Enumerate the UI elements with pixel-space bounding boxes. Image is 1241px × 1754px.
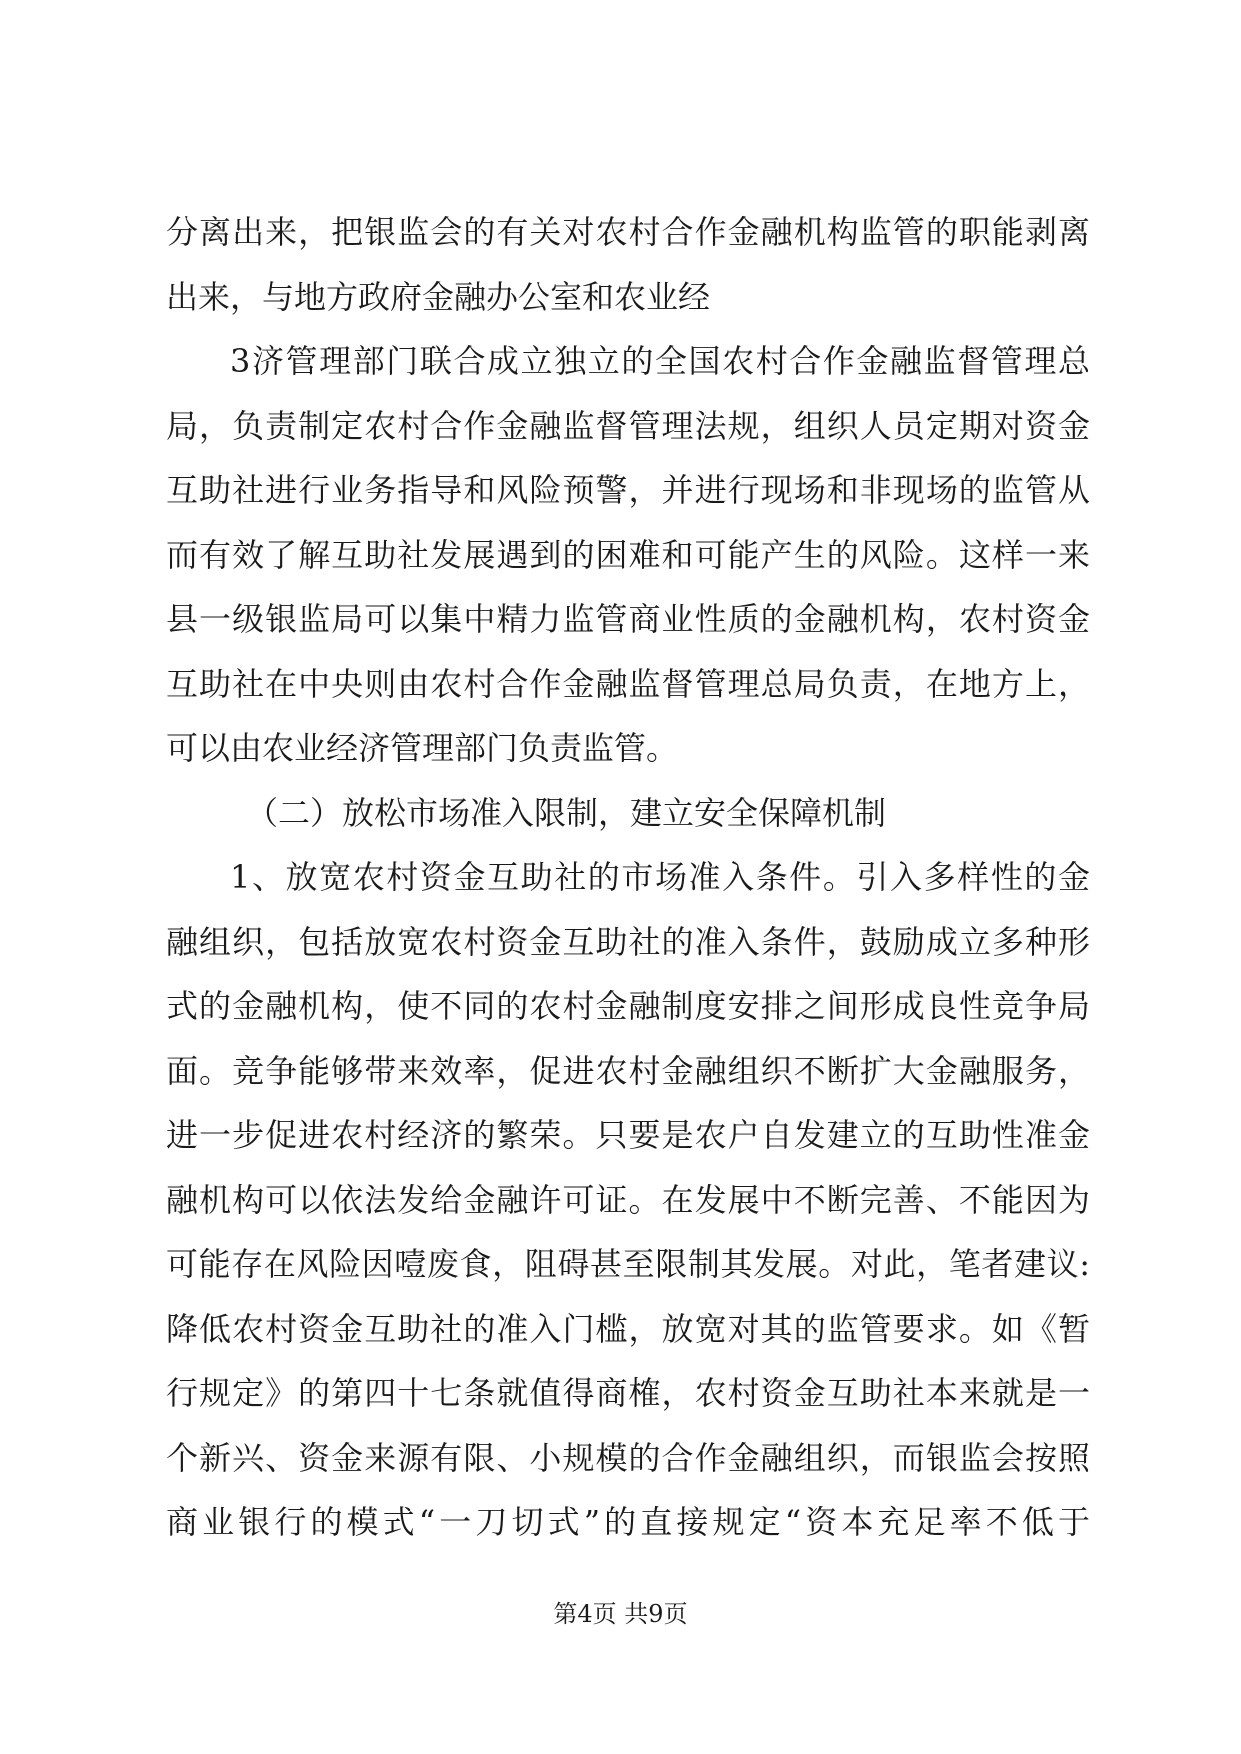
text-line: 互助社在中央则由农村合作金融监督管理总局负责，在地方上， [166, 664, 1090, 703]
text-line: 互助社进行业务指导和风险预警，并进行现场和非现场的监管从 [166, 471, 1090, 509]
text-line: 可以由农业经济管理部门负责监管。 [166, 729, 679, 767]
page-number-footer: 第4页 共9页 [553, 1600, 688, 1628]
text-line: 行规定》的第四十七条就值得商榷，农村资金互助社本来就是一 [166, 1374, 1090, 1412]
text-line: 融组织，包括放宽农村资金互助社的准入条件，鼓励成立多种形 [166, 922, 1090, 961]
text-line: 面。竞争能够带来效率，促进农村金融组织不断扩大金融服务， [166, 1051, 1090, 1090]
text-line: 进一步促进农村经济的繁荣。只要是农户自发建立的互助性准金 [166, 1116, 1090, 1154]
section-heading: （二）放松市场准入限制，建立安全保障机制 [246, 793, 887, 832]
text-line: 个新兴、资金来源有限、小规模的合作金融组织，而银监会按照 [166, 1438, 1090, 1477]
text-line: 商业银行的模式“一刀切式”的直接规定“资本充足率不低于 [166, 1503, 1090, 1541]
text-line: 式的金融机构，使不同的农村金融制度安排之间形成良性竞争局 [166, 987, 1090, 1025]
text-line: 降低农村资金互助社的准入门槛，放宽对其的监管要求。如《暂 [166, 1309, 1090, 1348]
text-line: 融机构可以依法发给金融许可证。在发展中不断完善、不能因为 [166, 1180, 1090, 1219]
text-line: 分离出来，把银监会的有关对农村合作金融机构监管的职能剥离 [166, 213, 1090, 251]
text-line: 县一级银监局可以集中精力监管商业性质的金融机构，农村资金 [166, 600, 1090, 638]
paragraph-start-line: 1、放宽农村资金互助社的市场准入条件。引入多样性的金 [230, 858, 1090, 896]
text-line: 出来，与地方政府金融办公室和农业经 [166, 277, 711, 316]
text-line: 而有效了解互助社发展遇到的困难和可能产生的风险。这样一来 [166, 535, 1090, 574]
document-body [166, 200, 1090, 1555]
text-line: 可能存在风险因噎废食，阻碍甚至限制其发展。对此，笔者建议: [166, 1245, 1090, 1283]
text-line: 局，负责制定农村合作金融监督管理法规，组织人员定期对资金 [166, 406, 1090, 445]
paragraph-start-line: 3济管理部门联合成立独立的全国农村合作金融监督管理总 [230, 342, 1090, 380]
